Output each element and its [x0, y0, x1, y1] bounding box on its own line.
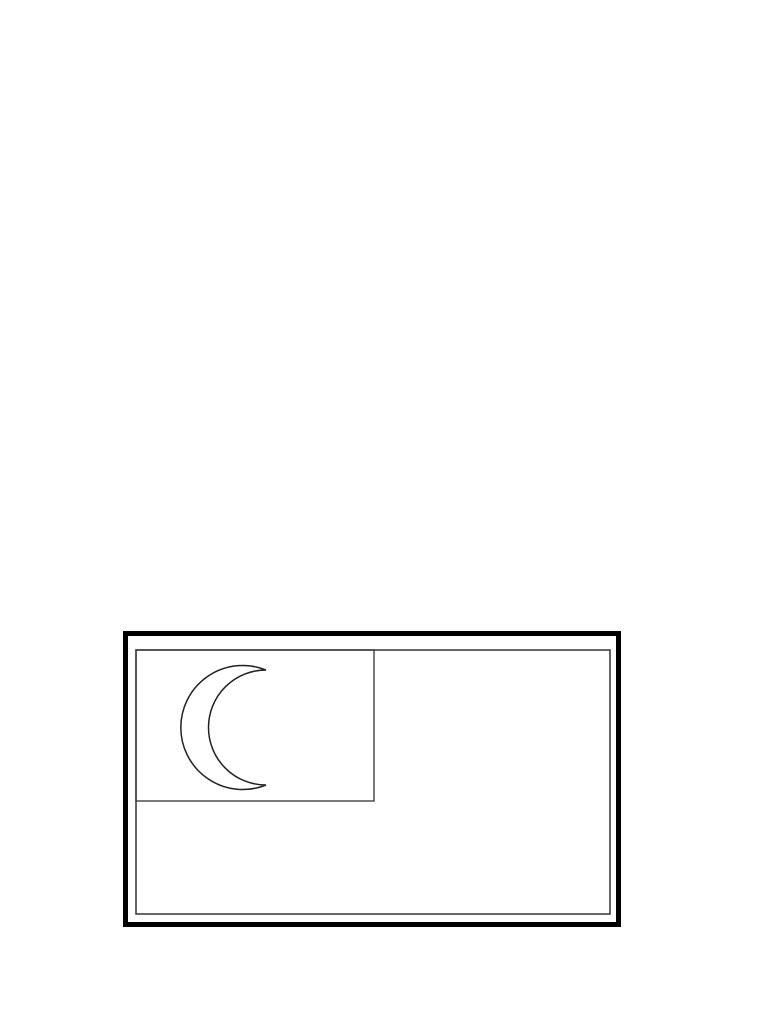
flag-canton: [136, 650, 374, 801]
malaysia-flag-outline: [128, 636, 616, 922]
lyrics: [0, 222, 768, 247]
flag-frame: [123, 631, 621, 927]
